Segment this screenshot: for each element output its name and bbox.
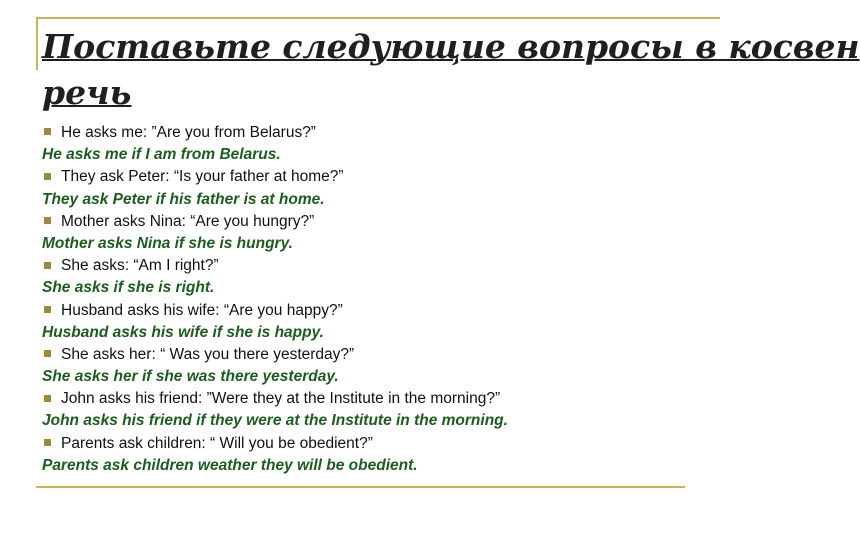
- question-2: [42, 166, 712, 188]
- question-text: John asks his friend: ”Were they at the Institute in the morning?”: [61, 390, 501, 408]
- answer-4: She asks if she is right.: [42, 279, 215, 297]
- question-text: They ask Peter: “Is your father at home?”: [61, 168, 344, 186]
- question-text: She asks her: “ Was you there yesterday?”: [61, 345, 355, 363]
- answer-7: John asks his friend if they were at the Institute in the morning.: [42, 412, 508, 430]
- square-bullet-icon: [44, 128, 51, 135]
- answer-6: She asks her if she was there yesterday.: [42, 368, 339, 386]
- question-text: Mother asks Nina: “Are you hungry?”: [61, 212, 315, 230]
- slide-title: [42, 24, 860, 116]
- slide-title-line-2: речь: [42, 73, 132, 112]
- question-4: [42, 255, 712, 277]
- square-bullet-icon: [44, 350, 51, 357]
- question-5: [42, 300, 712, 322]
- answer-3: Mother asks Nina if she is hungry.: [42, 234, 293, 252]
- slide-title-line-1: Поставьте следующие вопросы в косвен: [42, 27, 860, 66]
- frame-bottom-line: [36, 486, 685, 488]
- answer-2: They ask Peter if his father is at home.: [42, 190, 325, 208]
- question-text: She asks: “Am I right?”: [61, 257, 219, 275]
- square-bullet-icon: [44, 439, 51, 446]
- answer-8: Parents ask children weather they will be obedient.: [42, 456, 418, 474]
- question-text: Parents ask children: “ Will you be obedient?”: [61, 434, 373, 452]
- frame-left-line: [36, 17, 38, 70]
- question-1: [42, 122, 712, 144]
- square-bullet-icon: [44, 395, 51, 402]
- question-3: [42, 211, 712, 233]
- question-8: [42, 433, 712, 455]
- answer-5: Husband asks his wife if she is happy.: [42, 323, 324, 341]
- square-bullet-icon: [44, 262, 51, 269]
- square-bullet-icon: [44, 173, 51, 180]
- answer-1: He asks me if I am from Belarus.: [42, 146, 281, 164]
- question-text: He asks me: ”Are you from Belarus?”: [61, 124, 316, 141]
- exercise-list: [42, 122, 712, 477]
- question-6: [42, 344, 712, 366]
- question-7: [42, 388, 712, 410]
- square-bullet-icon: [44, 217, 51, 224]
- frame-top-line: [36, 17, 720, 19]
- square-bullet-icon: [44, 306, 51, 313]
- question-text: Husband asks his wife: “Are you happy?”: [61, 301, 343, 319]
